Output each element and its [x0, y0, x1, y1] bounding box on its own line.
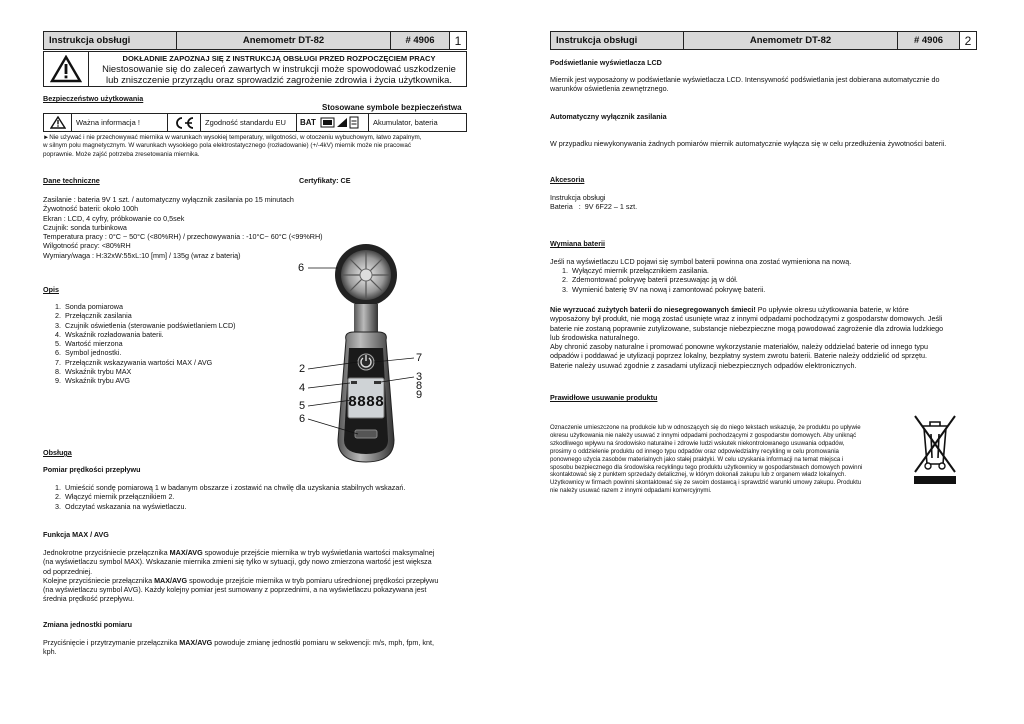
spec-line: Ekran : LCD, 4 cyfry, próbkowanie co 0,5sek	[43, 213, 185, 223]
symbol-battery-label: Akumulator, bateria	[373, 118, 438, 127]
symbol-bat	[297, 114, 369, 131]
header-model: Anemometr DT-82	[684, 32, 898, 49]
text-line: okresu użytkowania nie należy usuwać z innymi odpadami pochodzącymi z gospodarstw domowych. Aby uniknąć	[550, 431, 857, 439]
usage-list	[43, 483, 463, 511]
tech-heading: Dane techniczne	[43, 176, 100, 185]
text-line: Baterie należy usuwać zgodnie z zasadami utylizacji niebezpiecznych odpadów elektronicznych.	[550, 360, 857, 370]
callout-4: 4	[299, 382, 306, 394]
text-run-bold: MAX/AVG	[179, 638, 213, 647]
callout-2: 2	[299, 363, 306, 375]
text-line: odpadów i poddawać je utylizacji poprzez lokalny, bezpłatny system zwrotu baterii. Baterie należy oddzielić od sprzętu.	[550, 351, 928, 361]
text-line: Oznaczenie umieszczone na produkcie lub w odnoszących się do niego tekstach wskazuje, że produktu po upływie	[550, 424, 861, 431]
disposal-heading: Prawidłowe usuwanie produktu	[550, 393, 658, 402]
text-run: powoduje zmianę jednostki pomiaru w sekwencji: m/s, mph, fpm, knt,	[212, 638, 434, 647]
callout-6-top: 6	[298, 262, 305, 274]
spec-line: Czujnik: sonda turbinkowa	[43, 222, 127, 232]
desc-item: 1. Sonda pomiarowa	[63, 302, 303, 311]
maxavg-heading: Funkcja MAX / AVG	[43, 530, 109, 539]
battery-step: 1. Wyłączyć miernik przełącznikiem zasilania.	[570, 266, 970, 275]
text-line: wyposażony był produkt, nie mogą zostać usunięte wraz z innymi odpadami pochodzącymi z gospodarstw domowych. Jeśli	[550, 314, 943, 324]
autooff-text: W przypadku niewykonywania żadnych pomiarów miernik automatycznie wyłącza się w celu przedłużenia żywotności baterii.	[550, 139, 947, 148]
small-warning-icon	[44, 114, 72, 131]
units-heading: Zmiana jednostki pomiaru	[43, 620, 133, 629]
text-line: warunków oświetlenia zewnętrznego.	[550, 84, 669, 94]
symbol-important-label: Ważna informacja !	[72, 114, 168, 131]
text-line: baterie nie zostaną poprawnie zutylizowane, substancje niebezpieczne mogą powodować zagrożenie dla zdrowia ludzkiego	[550, 323, 944, 333]
desc-item: 3. Czujnik oświetlenia (sterowanie podświetlaniem LCD)	[63, 321, 303, 330]
text-run: spowoduje przejście miernika w tryb pomiaru uśrednionej prędkości przepływu	[187, 575, 439, 585]
text-line: ponownego użycia zasobów materialnych jako stałej praktyki. W celu uzyskania informacji na temat miejsca i	[550, 455, 844, 463]
callout-7: 7	[416, 352, 423, 364]
desc-list	[43, 302, 306, 386]
text-line: lub środowiska naturalnego.	[550, 332, 640, 342]
spec-line: Wilgotność pracy: <80%RH	[43, 241, 131, 251]
battery-steps	[550, 266, 970, 294]
maxavg-text	[43, 548, 468, 604]
page-number: 1	[450, 32, 466, 49]
symbols-heading: Stosowane symbole bezpieczeństwa	[322, 103, 462, 112]
safety-note-line: poprawnie. Może zajść potrzeba zresetowania miernika.	[43, 150, 200, 158]
bat-label: BAT	[300, 118, 316, 127]
text-run-bold: MAX/AVG	[169, 548, 203, 557]
callout-9: 9	[416, 389, 423, 401]
warning-line-1: Niestosowanie się do zaleceń zawartych w instrukcji może spowodować uszkodzenie	[102, 63, 456, 74]
text-line: prosimy o oddzielenie produktu od innego typu odpadów oraz odpowiedzialny recykling w celu promowania	[550, 447, 839, 455]
usage-item: 3. Odczytać wskazania na wyświetlaczu.	[63, 502, 463, 511]
usage-heading: Obsługa	[43, 448, 72, 457]
disposal-text	[550, 424, 915, 495]
warning-icon	[44, 52, 89, 86]
callout-6-bottom: 6	[299, 413, 306, 425]
flow-measure-heading: Pomiar prędkości przepływu	[43, 465, 141, 474]
battery-icon	[320, 116, 360, 129]
desc-item: 4. Wskaźnik rozładowania baterii.	[63, 330, 303, 339]
spec-line: Żywotność baterii: około 100h	[43, 204, 139, 214]
backlight-heading: Podświetlanie wyświetlacza LCD	[550, 58, 662, 67]
desc-item: 5. Wartość mierzona	[63, 339, 303, 348]
text-run: Jednokrotne przyciśniecie przełącznika	[43, 548, 170, 557]
text-line: (na wyświetlaczu symbol AVG). Każdy kolejny pomiar jest sumowany z poprzednimi, a na wyświetlaczu pokazywana jest	[43, 585, 427, 595]
safety-heading: Bezpieczeństwo użytkowania	[43, 94, 144, 103]
page-number: 2	[960, 32, 976, 49]
autooff-heading: Automatyczny wyłącznik zasilania	[550, 112, 667, 121]
safety-note	[43, 134, 468, 159]
spec-line: Temperatura pracy : 0°C ~ 50°C (<80%RH) / przechowywania : -10°C~ 60°C (<99%RH)	[43, 232, 323, 242]
desc-item: 8. Wskaźnik trybu MAX	[63, 367, 303, 376]
header-left-title: Instrukcja obsługi	[44, 32, 177, 49]
text-line: Aby chronić zasoby naturalne i promować ponowne wykorzystanie materiałów, należy oddzielać baterie od innego typu	[550, 342, 928, 352]
accessories-heading: Akcesoria	[550, 175, 585, 184]
header-code: # 4906	[391, 32, 450, 49]
text-line: (na wyświetlaczu symbol MAX). Wskazanie miernika zmieni się tylko w sytuacji, gdy nowo zmierzona wartość jest większa	[43, 557, 432, 567]
anemometer-illustration	[296, 240, 436, 470]
text-run: Przyciśnięcie i przytrzymanie przełącznika	[43, 638, 180, 647]
header-left-title: Instrukcja obsługi	[551, 32, 684, 49]
accessories-text	[550, 193, 637, 212]
desc-item: 2. Przełącznik zasilania	[63, 311, 303, 320]
text-line: sposobu bezpiecznego dla środowiska recyklingu tego produktu użytkownicy w gospodarstwach domowych powinni	[550, 463, 863, 471]
usage-item: 2. Włączyć miernik przełącznikiem 2.	[63, 492, 463, 501]
spec-line: Zasilanie : bateria 9V 1 szt. / automatyczny wyłącznik zasilania po 15 minutach	[43, 195, 294, 204]
text-line: szkodliwego wpływu na środowisko naturalne i zdrowie ludzi wskutek niekontrolowanego usuwania odpadów,	[550, 439, 845, 447]
callout-5: 5	[299, 400, 306, 412]
warning-title: DOKŁADNIE ZAPOZNAJ SIĘ Z INSTRUKCJĄ OBSŁUGI PRZED ROZPOCZĘCIEM PRACY	[122, 54, 436, 63]
battery-disposal-text	[550, 305, 980, 370]
text-run-bold: Nie wyrzucać zużytych baterii do niesegregowanych śmieci!	[550, 305, 756, 314]
ce-mark-icon	[168, 114, 201, 131]
desc-heading: Opis	[43, 285, 59, 294]
callout-8: 8	[416, 380, 423, 392]
text-run: Kolejne przyciśniecie przełącznika	[43, 575, 155, 585]
header-model: Anemometr DT-82	[177, 32, 391, 49]
svg-text:8888: 8888	[347, 394, 385, 411]
battery-step: 2. Zdemontować pokrywę baterii przesuwając ją w dół.	[570, 275, 970, 284]
safety-note-line: w silnym polu magnetycznym. W warunkach wysokiego pola elektrostatycznego (rozładowanie) (+/-4kV) miernik może nie pracować	[43, 142, 411, 150]
manual-page-2	[512, 0, 1024, 724]
battery-intro: Jeśli na wyświetlaczu LCD pojawi się symbol baterii powinna ona zostać wymieniona na nową.	[550, 257, 852, 266]
text-run-bold: MAX/AVG	[154, 575, 188, 585]
backlight-text	[550, 75, 980, 94]
text-line: średnia prędkość przepływu.	[43, 594, 135, 604]
text-run: spowoduje przejście miernika w tryb wyświetlania wartości maksymalnej	[202, 548, 435, 557]
desc-item: 7. Przełącznik wskazywania wartości MAX / AVG	[63, 358, 303, 367]
units-text	[43, 638, 468, 657]
text-line: Instrukcja obsługi	[550, 193, 606, 202]
text-line: Użytkownicy w firmach powinni skontaktować się ze swoim dostawcą i sprawdzić warunki umowy zakupu. Produktu	[550, 479, 862, 487]
text-line: kph.	[43, 647, 57, 657]
text-run: Po upływie okresu użytkowania baterie, w które	[755, 305, 909, 314]
warning-line-2: lub zniszczenie przyrządu oraz sprowadzić zagrożenie zdrowia i życia użytkownika.	[106, 74, 452, 85]
safety-note-line: ►Nie używać i nie przechowywać miernika w warunkach wysokiej temperatury, wilgotności, w otoczeniu wybuchowym, łatwo zapalnym,	[43, 134, 422, 141]
warning-box	[43, 51, 467, 87]
text-line: od poprzedniej.	[43, 566, 93, 576]
page-header	[43, 31, 467, 50]
text-line: skontaktować się z punktem sprzedaży detalicznej, w którym dokonali zakupu lub z organem władz lokalnych.	[550, 471, 847, 479]
header-code: # 4906	[898, 32, 960, 49]
battery-heading: Wymiana baterii	[550, 239, 605, 248]
symbol-ce-label: Zgodność standardu EU	[201, 114, 297, 131]
cert-label: Certyfikaty: CE	[299, 176, 351, 185]
battery-step: 3. Wymienić baterię 9V na nową i zamontować pokrywę baterii.	[570, 285, 970, 294]
symbols-table	[43, 113, 467, 132]
text-line: nie należy usuwać razem z innymi odpadami komercyjnymi.	[550, 487, 712, 495]
desc-item: 6. Symbol jednostki.	[63, 348, 303, 357]
weee-bin-icon	[910, 408, 960, 488]
callout-lines	[296, 240, 436, 470]
callout-3: 3	[416, 371, 423, 383]
spec-line: Wymiary/waga : H:32xW:55xL:10 [mm] / 135g (wraz z baterią)	[43, 250, 241, 260]
text-line: Miernik jest wyposażony w podświetlanie wyświetlacza LCD. Intensywność podświetlania jest dobierana automatycznie do	[550, 75, 940, 84]
usage-item: 1. Umieścić sondę pomiarową 1 w badanym obszarze i zostawić na chwilę dla uzyskania stabilnych wskazań.	[63, 483, 463, 492]
page-header	[550, 31, 977, 50]
desc-item: 9. Wskaźnik trybu AVG	[63, 376, 303, 385]
text-line: Bateria : 9V 6F22 – 1 szt.	[550, 202, 638, 212]
